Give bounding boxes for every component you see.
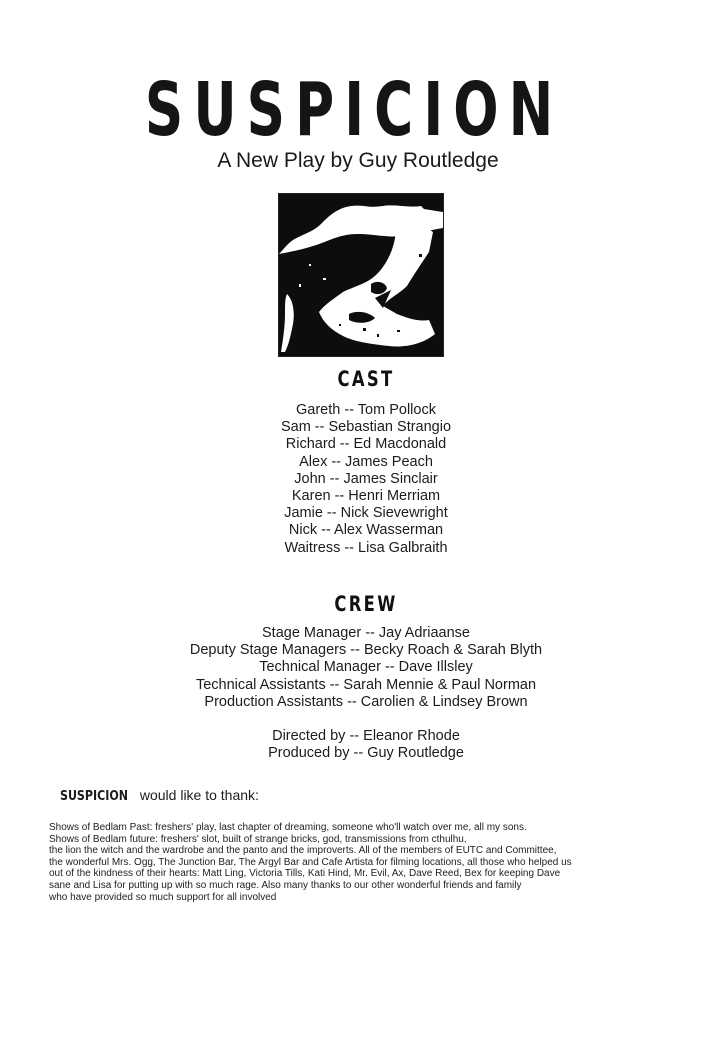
director-producer-credits <box>0 728 701 762</box>
cast-member: John -- James Sinclair <box>294 470 438 487</box>
thanks-line: Shows of Bedlam Past: freshers' play, last chapter of dreaming, someone who'll watch over me, all my sons. <box>49 822 527 833</box>
thanks-line: the lion the witch and the wardrobe and the panto and the improverts. All of the members of EUTC and Committee, <box>49 845 557 857</box>
thanks-intro-text: would like to thank: <box>139 787 259 803</box>
crew-member: Technical Assistants -- Sarah Mennie & Paul Norman <box>195 676 537 693</box>
crew-member: Stage Manager -- Jay Adriaanse <box>262 625 470 641</box>
crew-heading: CREW <box>334 592 398 616</box>
cast-member: Karen -- Henri Merriam <box>291 488 441 505</box>
thanks-line: who have provided so much support for all involved <box>49 891 277 903</box>
cast-list <box>0 402 701 557</box>
cast-member: Jamie -- Nick Sievewright <box>284 505 448 522</box>
cast-member: Gareth -- Tom Pollock <box>296 402 436 418</box>
cast-member: Alex -- James Peach <box>299 453 433 470</box>
hat-figure-graphic <box>279 194 443 356</box>
cast-member: Richard -- Ed Macdonald <box>285 436 447 453</box>
play-title: SUSPICION <box>144 67 564 153</box>
thanks-line: sane and Lisa for putting up with so much rage. Also many thanks to our other wonderful friends and family <box>49 879 522 891</box>
crew-member: Deputy Stage Managers -- Becky Roach & Sarah Blyth <box>189 642 543 659</box>
poster-image <box>278 193 444 357</box>
thanks-line: Shows of Bedlam future: freshers' slot, built of strange bricks, god, transmissions from cthulhu, <box>49 833 467 845</box>
producer-credit: Produced by -- Guy Routledge <box>268 745 464 762</box>
crew-member: Technical Manager -- Dave Illsley <box>259 659 473 676</box>
cast-member: Waitress -- Lisa Galbraith <box>284 539 448 556</box>
thanks-line: out of the kindness of their hearts: Matt Ling, Victoria Tills, Kati Hind, Mr. Evil, Ax, Dave Reed, Bex for keeping Dave <box>49 868 561 880</box>
crew-member: Production Assistants -- Carolien & Lindsey Brown <box>204 693 528 710</box>
director-credit: Directed by -- Eleanor Rhode <box>272 728 460 744</box>
crew-list <box>0 625 701 711</box>
thanks-paragraph <box>49 822 669 903</box>
thanks-brand: SUSPICION <box>60 789 128 804</box>
cast-member: Sam -- Sebastian Strangio <box>280 419 452 436</box>
play-subtitle: A New Play by Guy Routledge <box>217 149 499 172</box>
thanks-intro <box>60 787 259 805</box>
cast-member: Nick -- Alex Wasserman <box>288 522 444 539</box>
cast-heading: CAST <box>337 367 395 391</box>
thanks-line: the wonderful Mrs. Ogg, The Junction Bar, The Argyl Bar and Cafe Artista for filming locations, all those who helped us <box>49 856 572 868</box>
